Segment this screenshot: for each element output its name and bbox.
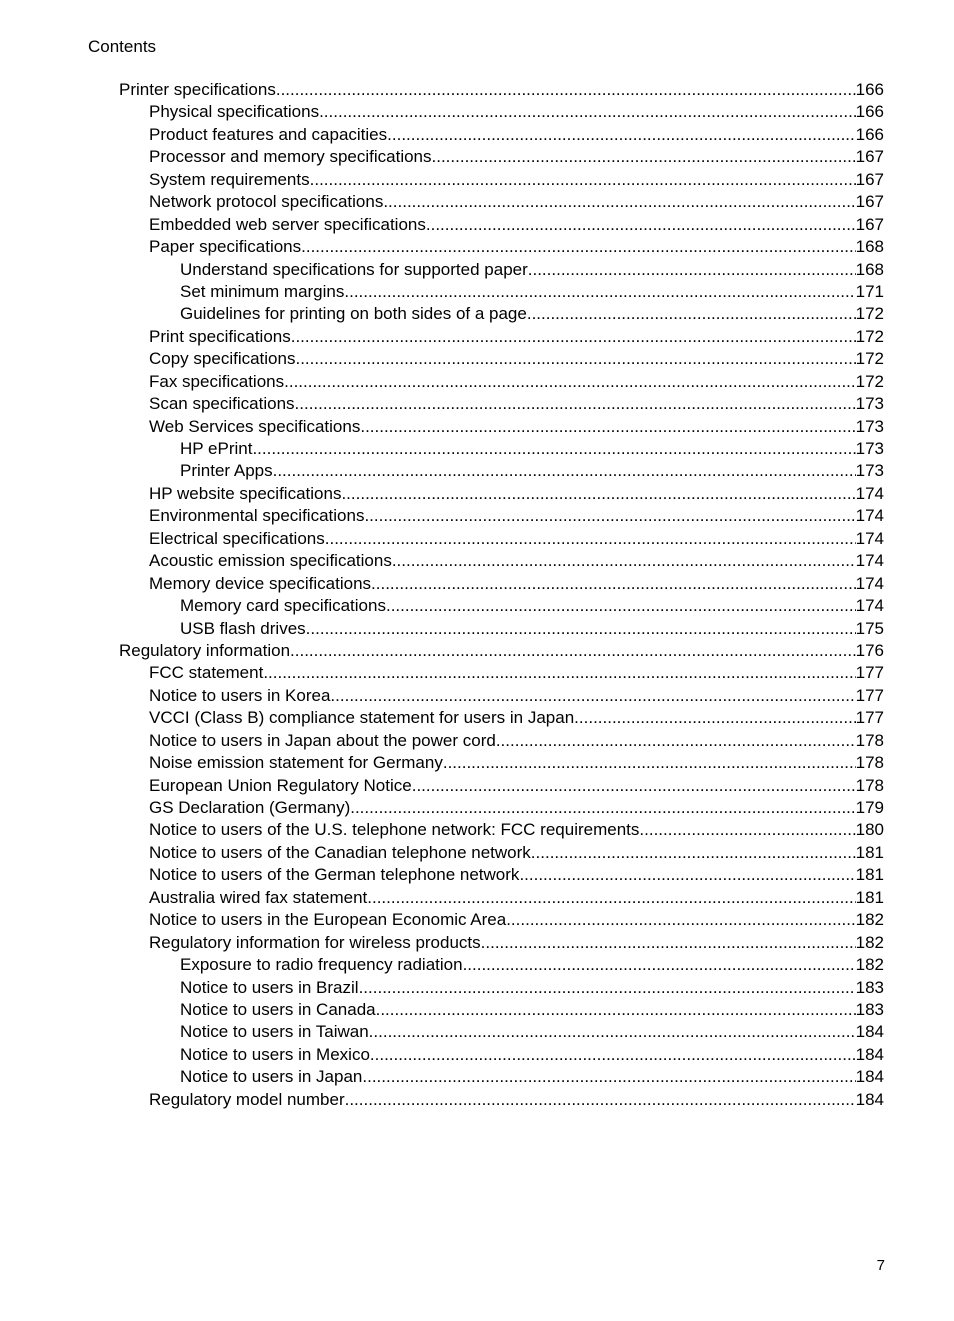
toc-entry-title: Electrical specifications	[149, 528, 325, 548]
toc-entry-page: 173	[855, 439, 884, 458]
toc-entry-title: Notice to users in Mexico	[180, 1044, 370, 1064]
toc-dot-leader	[290, 640, 856, 662]
toc-entry-title: Guidelines for printing on both sides of a page	[180, 304, 527, 324]
toc-entry-page: 174	[855, 483, 884, 503]
toc-entry-title: System requirements	[149, 169, 310, 189]
toc-entry-page: 167	[855, 169, 884, 189]
toc-entry[interactable]	[0, 1066, 954, 1088]
toc-dot-leader	[531, 842, 856, 864]
toc-dot-leader	[527, 303, 856, 325]
toc-entry[interactable]	[0, 371, 954, 393]
toc-dot-leader	[432, 146, 856, 168]
toc-dot-leader	[463, 954, 856, 976]
toc-dot-leader	[369, 1021, 856, 1043]
toc-entry[interactable]	[0, 146, 954, 168]
toc-dot-leader	[481, 932, 856, 954]
toc-entry[interactable]	[0, 909, 954, 931]
toc-entry[interactable]	[0, 887, 954, 909]
toc-dot-leader	[519, 864, 855, 886]
toc-entry-page: 183	[855, 977, 884, 997]
toc-dot-leader	[252, 438, 855, 460]
toc-entry-title: Noise emission statement for Germany	[149, 753, 443, 773]
toc-entry-title: Paper specifications	[149, 237, 302, 257]
toc-entry-title: Notice to users in Brazil	[180, 977, 359, 997]
toc-entry[interactable]	[0, 393, 954, 415]
toc-entry-page: 167	[855, 147, 884, 167]
toc-entry-page: 168	[855, 259, 884, 279]
toc-entry[interactable]	[0, 752, 954, 774]
toc-dot-leader	[639, 819, 855, 841]
toc-dot-leader	[506, 909, 855, 931]
toc-entry-page: 178	[855, 775, 884, 795]
toc-entry[interactable]	[0, 214, 954, 236]
toc-dot-leader	[376, 999, 856, 1021]
toc-entry-title: Exposure to radio frequency radiation	[180, 955, 463, 975]
toc-entry[interactable]	[0, 977, 954, 999]
toc-entry[interactable]	[0, 640, 954, 662]
toc-dot-leader	[496, 730, 856, 752]
toc-entry[interactable]	[0, 819, 954, 841]
toc-entry-title: Regulatory information for wireless products	[149, 932, 481, 952]
toc-entry-title: European Union Regulatory Notice	[149, 775, 412, 795]
toc-entry-page: 182	[855, 955, 884, 975]
toc-entry-page: 182	[855, 910, 884, 930]
toc-entry-page: 174	[855, 506, 884, 526]
toc-entry-title: HP website specifications	[149, 483, 342, 503]
toc-entry[interactable]	[0, 326, 954, 348]
toc-entry-title: Australia wired fax statement	[149, 887, 368, 907]
toc-entry-title: Processor and memory specifications	[149, 147, 432, 167]
toc-dot-leader	[528, 259, 856, 281]
toc-entry-title: Notice to users in Taiwan	[180, 1022, 369, 1042]
toc-entry-title: Notice to users in Korea	[149, 685, 331, 705]
toc-entry[interactable]	[0, 348, 954, 370]
toc-entry-title: Web Services specifications	[149, 416, 361, 436]
toc-dot-leader	[263, 662, 855, 684]
toc-entry-page: 184	[855, 1022, 884, 1042]
toc-entry[interactable]	[0, 707, 954, 729]
toc-entry-page: 182	[855, 932, 884, 952]
toc-entry[interactable]	[0, 662, 954, 684]
toc-dot-leader	[574, 707, 855, 729]
toc-dot-leader	[310, 169, 856, 191]
toc-dot-leader	[319, 101, 856, 123]
toc-entry-page: 167	[855, 214, 884, 234]
toc-entry[interactable]	[0, 954, 954, 976]
toc-entry-title: Regulatory information	[119, 640, 291, 660]
toc-entry[interactable]	[0, 281, 954, 303]
toc-entry-page: 180	[855, 820, 884, 840]
toc-entry[interactable]	[0, 505, 954, 527]
toc-entry-page: 167	[855, 192, 884, 212]
toc-entry-page: 177	[855, 685, 884, 705]
toc-entry[interactable]	[0, 999, 954, 1021]
toc-dot-leader	[392, 550, 856, 572]
toc-entry[interactable]	[0, 1021, 954, 1043]
toc-entry[interactable]	[0, 483, 954, 505]
toc-dot-leader	[306, 618, 856, 640]
toc-entry[interactable]	[0, 685, 954, 707]
toc-entry[interactable]	[0, 595, 954, 617]
toc-entry[interactable]	[0, 236, 954, 258]
toc-entry-title: Notice to users in Japan	[180, 1067, 363, 1087]
toc-entry-page: 184	[855, 1067, 884, 1087]
toc-entry-title: VCCI (Class B) compliance statement for users in Japan	[149, 708, 575, 728]
toc-entry[interactable]	[0, 124, 954, 146]
toc-entry-title: Set minimum margins	[180, 281, 345, 301]
toc-entry-title: GS Declaration (Germany)	[149, 798, 351, 817]
table-of-contents	[0, 79, 954, 1111]
toc-entry-page: 183	[855, 999, 884, 1019]
toc-dot-leader	[345, 1089, 856, 1111]
toc-entry-title: Notice to users in Japan about the power cord	[149, 730, 496, 750]
toc-entry[interactable]	[0, 864, 954, 886]
toc-entry-page: 172	[855, 371, 884, 391]
toc-dot-leader	[273, 460, 856, 482]
toc-entry-title: Printer Apps	[180, 461, 273, 481]
toc-entry-page: 179	[855, 798, 884, 817]
toc-entry-title: Environmental specifications	[149, 506, 365, 526]
toc-dot-leader	[370, 1044, 856, 1066]
toc-entry-page: 178	[855, 730, 884, 750]
toc-entry-page: 166	[855, 102, 884, 122]
toc-entry[interactable]	[0, 730, 954, 752]
toc-dot-leader	[360, 416, 855, 438]
toc-entry-title: Notice to users in the European Economic Area	[149, 910, 507, 930]
toc-entry-title: Print specifications	[149, 326, 291, 346]
toc-entry[interactable]	[0, 79, 954, 101]
toc-entry-title: Copy specifications	[149, 349, 296, 369]
toc-dot-leader	[341, 483, 855, 505]
toc-entry[interactable]	[0, 775, 954, 797]
toc-entry[interactable]	[0, 169, 954, 191]
toc-entry-page: 171	[855, 281, 884, 301]
toc-entry-title: Fax specifications	[149, 371, 285, 391]
toc-entry[interactable]	[0, 932, 954, 954]
toc-entry[interactable]	[0, 303, 954, 325]
toc-entry-page: 177	[855, 708, 884, 728]
toc-dot-leader	[295, 393, 856, 415]
toc-dot-leader	[386, 595, 856, 617]
toc-entry-title: Memory card specifications	[180, 596, 386, 616]
toc-dot-leader	[344, 281, 855, 303]
toc-dot-leader	[325, 528, 856, 550]
toc-entry-page: 181	[855, 887, 884, 907]
toc-entry-page: 177	[855, 663, 884, 683]
toc-dot-leader	[284, 371, 856, 393]
toc-entry-title: Understand specifications for supported paper	[180, 259, 528, 279]
toc-entry-title: Regulatory model number	[149, 1089, 345, 1109]
toc-entry-title: Notice to users of the Canadian telephone network	[149, 842, 531, 862]
toc-entry[interactable]	[0, 1089, 954, 1111]
toc-entry[interactable]	[0, 550, 954, 572]
toc-entry-title: Embedded web server specifications	[149, 214, 426, 234]
toc-entry-page: 172	[855, 326, 884, 346]
toc-dot-leader	[426, 214, 856, 236]
toc-entry[interactable]	[0, 460, 954, 482]
toc-entry-title: Notice to users in Canada	[180, 999, 376, 1019]
toc-entry[interactable]	[0, 797, 954, 819]
toc-entry-title: Memory device specifications	[149, 573, 372, 593]
toc-entry-page: 176	[855, 640, 884, 660]
toc-entry[interactable]	[0, 842, 954, 864]
toc-entry-title: USB flash drives	[180, 618, 306, 638]
toc-entry-page: 166	[855, 80, 884, 99]
toc-entry-title: HP ePrint	[180, 439, 253, 458]
toc-entry[interactable]	[0, 101, 954, 123]
toc-dot-leader	[387, 124, 855, 146]
toc-entry[interactable]	[0, 528, 954, 550]
toc-entry-title: Acoustic emission specifications	[149, 551, 392, 571]
toc-entry-title: Notice to users of the German telephone network	[149, 865, 520, 885]
toc-entry-page: 184	[855, 1044, 884, 1064]
toc-entry-title: Network protocol specifications	[149, 192, 384, 212]
toc-entry[interactable]	[0, 1044, 954, 1066]
toc-entry-page: 173	[855, 394, 884, 414]
toc-entry-page: 166	[855, 124, 884, 144]
toc-entry-title: Physical specifications	[149, 102, 320, 122]
toc-dot-leader	[330, 685, 855, 707]
toc-entry[interactable]	[0, 618, 954, 640]
toc-dot-leader	[291, 326, 856, 348]
toc-dot-leader	[371, 573, 856, 595]
toc-entry-title: Notice to users of the U.S. telephone network: FCC requirements	[149, 820, 640, 840]
toc-entry-page: 178	[855, 753, 884, 773]
toc-entry[interactable]	[0, 416, 954, 438]
toc-dot-leader	[367, 887, 855, 909]
toc-entry-title: Scan specifications	[149, 394, 295, 414]
toc-entry-page: 174	[855, 528, 884, 548]
toc-entry-page: 173	[855, 416, 884, 436]
toc-entry-title: Product features and capacities	[149, 124, 388, 144]
toc-dot-leader	[443, 752, 856, 774]
toc-dot-leader	[276, 79, 856, 101]
page-number: 7	[876, 1257, 885, 1274]
toc-dot-leader	[350, 797, 855, 819]
toc-dot-leader	[295, 348, 855, 370]
toc-entry-page: 173	[855, 461, 884, 481]
toc-dot-leader	[362, 1066, 855, 1088]
toc-dot-leader	[412, 775, 856, 797]
toc-dot-leader	[364, 505, 855, 527]
toc-dot-leader	[301, 236, 855, 258]
toc-entry[interactable]	[0, 259, 954, 281]
toc-entry-page: 174	[855, 551, 884, 571]
toc-entry-page: 184	[855, 1089, 884, 1109]
toc-entry-page: 172	[855, 349, 884, 369]
toc-entry[interactable]	[0, 573, 954, 595]
toc-entry-page: 174	[855, 573, 884, 593]
toc-entry-page: 175	[855, 618, 884, 638]
toc-entry-page: 172	[855, 304, 884, 324]
toc-entry[interactable]	[0, 191, 954, 213]
toc-entry[interactable]	[0, 438, 954, 460]
toc-dot-leader	[359, 977, 856, 999]
toc-entry-page: 168	[855, 237, 884, 257]
page-header-title: Contents	[88, 37, 157, 56]
toc-entry-title: FCC statement	[149, 663, 264, 683]
toc-dot-leader	[383, 191, 855, 213]
toc-entry-page: 181	[855, 865, 884, 885]
toc-entry-title: Printer specifications	[119, 80, 276, 99]
toc-entry-page: 181	[855, 842, 884, 862]
toc-entry-page: 174	[855, 596, 884, 616]
